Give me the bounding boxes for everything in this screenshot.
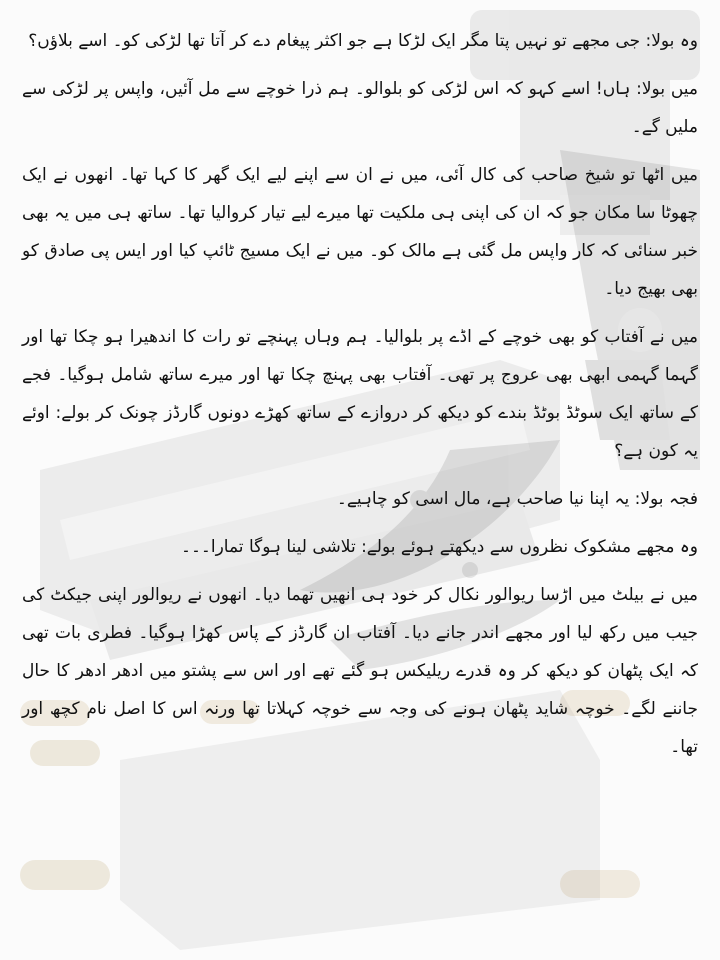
- paragraph-2: میں بولا: ہاں! اسے کہو کہ اس لڑکی کو بلوالو۔ ہم ذرا خوچے سے مل آئیں، واپس پر لڑکی سے ملیں گے۔: [22, 79, 698, 137]
- paragraph-1: وہ بولا: جی مجھے تو نہیں پتا مگر ایک لڑکا ہے جو اکثر پیغام دے کر آتا تھا لڑکی کو۔ اسے بلاؤں؟: [28, 31, 698, 51]
- paragraph-3: میں اٹھا تو شیخ صاحب کی کال آئی، میں نے ان سے اپنے لیے ایک گھر کا کہا تھا۔ انھوں نے ایک چھوٹا سا مکان جو کہ ان کی اپنی ہی ملکیت تھا میرے لیے تیار کروالیا تھا۔ ساتھ ہی میں یہ بھی خبر سنائی کہ کار واپس مل گئی ہے مالک کو۔ میں نے ایک مسیج ٹائپ کیا اور ایس پی صادق کو بھی بھیج دیا۔: [22, 165, 698, 299]
- paragraph-6: وہ مجھے مشکوک نظروں سے دیکھتے ہوئے بولے: تلاشی لینا ہوگا تمارا۔۔۔: [180, 537, 698, 557]
- story-text: [22, 22, 698, 950]
- paragraph-4: میں نے آفتاب کو بھی خوچے کے اڈے پر بلوالیا۔ ہم وہاں پہنچے تو رات کا اندھیرا ہو چکا تھا اور گہما گہمی ابھی بھی عروج پر تھی۔ آفتاب بھی پہنچ چکا تھا اور میرے ساتھ شامل ہوگیا۔ فجے کے ساتھ ایک سوٹڈ بوٹڈ بندے کو دیکھ کر دروازے کے ساتھ کھڑے دونوں گارڈز چونک کر بولے: اوئے یہ کون ہے؟: [22, 327, 698, 461]
- paragraph-5: فجہ بولا: یہ اپنا نیا صاحب ہے، مال اسی کو چاہیے۔: [336, 489, 698, 509]
- paragraph-7: میں نے بیلٹ میں اڑسا ریوالور نکال کر خود ہی انھیں تھما دیا۔ انھوں نے ریوالور اپنی جیکٹ کی جیب میں رکھ لیا اور مجھے اندر جانے دیا۔ آفتاب ان گارڈز کے پاس کھڑا ہوگیا۔ فطری بات تھی کہ ایک پٹھان کو دیکھ کر وہ قدرے ریلیکس ہو گئے تھے اور اس سے پشتو میں ادھر ادھر کا حال جاننے لگے۔ خوچہ شاید پٹھان ہونے کی وجہ سے خوچہ کہلاتا تھا ورنہ اس کا اصل نام کچھ اور تھا۔: [22, 585, 698, 757]
